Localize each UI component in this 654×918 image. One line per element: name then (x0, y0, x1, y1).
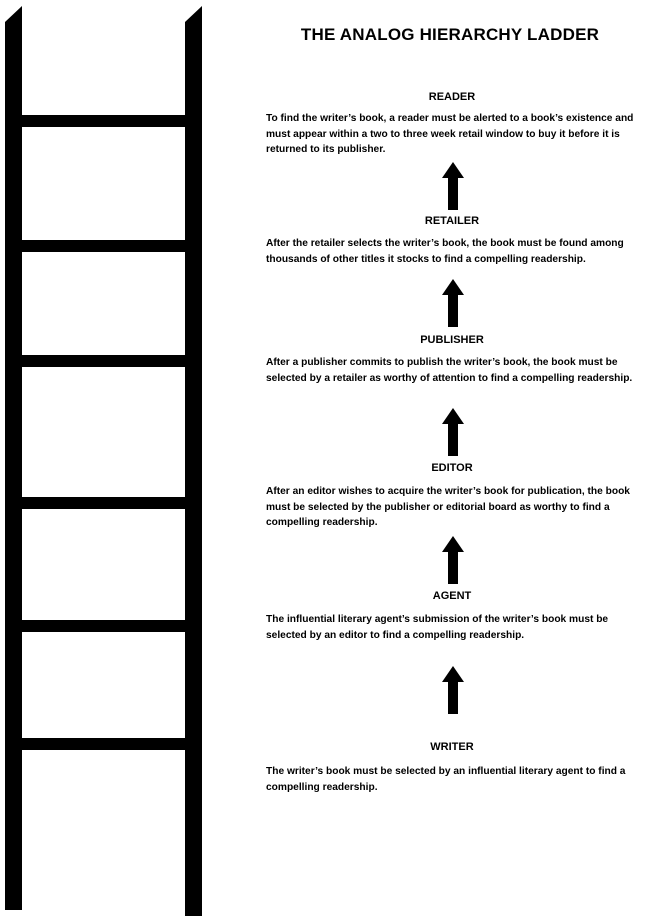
up-arrow-icon (442, 666, 464, 714)
up-arrow-icon (442, 536, 464, 584)
ladder-left-rail (5, 6, 22, 910)
up-arrow-icon (442, 408, 464, 456)
stage-description-retailer: After the retailer selects the writer’s book, the book must be found among thousands of other titles it stocks to find a compelling readership. (266, 238, 624, 265)
stage-label-agent: AGENT (432, 590, 472, 602)
stage-label-retailer: RETAILER (424, 215, 480, 227)
stage-description-agent: The influential literary agent’s submission of the writer’s book must be selected by an editor to find a compelling readership. (266, 614, 609, 641)
ladder-rung (20, 497, 187, 509)
stage-description-publisher: After a publisher commits to publish the writer’s book, the book must be selected by a retailer as worthy of attention to find a compelling readership. (266, 357, 633, 384)
stage-label-editor: EDITOR (431, 462, 473, 474)
ladder-illustration (0, 0, 210, 918)
ladder-rung (20, 620, 187, 632)
stage-label-writer: WRITER (430, 741, 474, 753)
stage-label-publisher: PUBLISHER (420, 334, 484, 346)
ladder-rung (20, 115, 187, 127)
ladder-rung (20, 738, 187, 750)
stage-description-writer: The writer’s book must be selected by an influential literary agent to find a compelling readership. (266, 766, 626, 793)
up-arrow-icon (442, 162, 464, 210)
up-arrow-icon (442, 279, 464, 327)
ladder-rung (20, 355, 187, 367)
stage-label-reader: READER (428, 91, 476, 103)
ladder-right-rail (185, 6, 202, 916)
page-title: THE ANALOG HIERARCHY LADDER (300, 25, 600, 44)
ladder-rung (20, 240, 187, 252)
stage-description-reader: To find the writer’s book, a reader must be alerted to a book’s existence and must appear within a two to three week retail window to buy it before it is returned to its publisher. (266, 113, 634, 155)
stage-description-editor: After an editor wishes to acquire the writer’s book for publication, the book must be selected by the publisher or editorial board as worthy to find a compelling readership. (266, 486, 630, 528)
